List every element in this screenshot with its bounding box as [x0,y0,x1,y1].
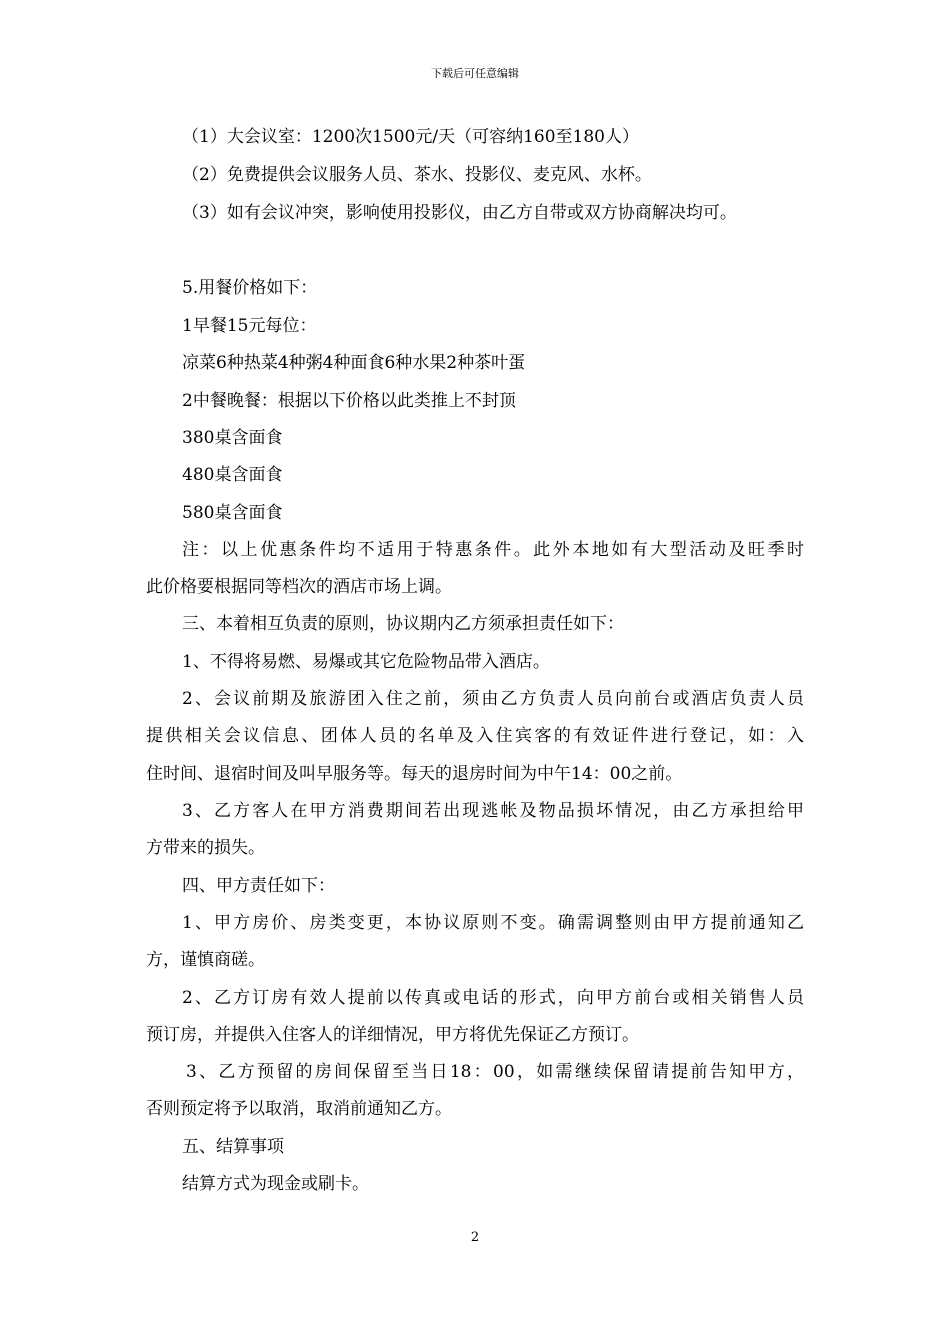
section-4-item-1-line-2: 方，谨慎商磋。 [146,950,265,970]
section-3-item-2-line-3: 住时间、退宿时间及叫早服务等。每天的退房时间为中午14：00之前。 [146,764,683,784]
dining-note-line-1: 注：以上优惠条件均不适用于特惠条件。此外本地如有大型活动及旺季时 [182,540,804,560]
page-number: 2 [470,1230,480,1245]
section-4-item-2-line-1: 2、乙方订房有效人提前以传真或电话的形式，向甲方前台或相关销售人员 [182,988,804,1008]
dining-heading: 5.用餐价格如下： [182,278,318,298]
dining-breakfast: 1早餐15元每位： [182,316,317,336]
section-5-method: 结算方式为现金或刷卡。 [182,1174,369,1194]
meeting-item-1: （1）大会议室：1200次1500元/天（可容纳160至180人） [182,127,639,147]
dining-lunch-dinner: 2中餐晚餐：根据以下价格以此类推上不封顶 [182,391,516,411]
section-3-item-3-line-2: 方带来的损失。 [146,838,265,858]
meeting-item-3: （3）如有会议冲突，影响使用投影仪，由乙方自带或双方协商解决均可。 [182,203,737,223]
section-3-heading: 三、本着相互负责的原则，协议期内乙方须承担责任如下： [182,614,624,634]
section-3-item-1: 1、不得将易燃、易爆或其它危险物品带入酒店。 [182,652,550,672]
section-3-item-2-line-1: 2、会议前期及旅游团入住之前，须由乙方负责人员向前台或酒店负责人员 [182,689,804,709]
section-3-item-2-line-2: 提供相关会议信息、团体人员的名单及入住宾客的有效证件进行登记，如：入 [146,726,804,746]
page-header-note: 下载后可任意编辑 [431,67,519,80]
meeting-item-2: （2）免费提供会议服务人员、茶水、投影仪、麦克风、水杯。 [182,165,652,185]
dining-note-line-2: 此价格要根据同等档次的酒店市场上调。 [146,577,452,597]
section-5-heading: 五、结算事项 [182,1137,284,1157]
dining-breakfast-menu: 凉菜6种热菜4种粥4种面食6种水果2种茶叶蛋 [182,353,526,373]
section-4-item-3-line-1: 3、乙方预留的房间保留至当日18：00，如需继续保留请提前告知甲方， [186,1062,804,1082]
section-4-item-1-line-1: 1、甲方房价、房类变更，本协议原则不变。确需调整则由甲方提前通知乙 [182,913,804,933]
section-4-item-3-line-2: 否则预定将予以取消，取消前通知乙方。 [146,1099,452,1119]
dining-tier-1: 380桌含面食 [182,428,283,448]
dining-tier-2: 480桌含面食 [182,465,283,485]
section-4-item-2-line-2: 预订房，并提供入住客人的详细情况，甲方将优先保证乙方预订。 [146,1025,639,1045]
dining-tier-3: 580桌含面食 [182,503,283,523]
section-3-item-3-line-1: 3、乙方客人在甲方消费期间若出现逃帐及物品损坏情况，由乙方承担给甲 [182,801,804,821]
section-4-heading: 四、甲方责任如下： [182,876,335,896]
